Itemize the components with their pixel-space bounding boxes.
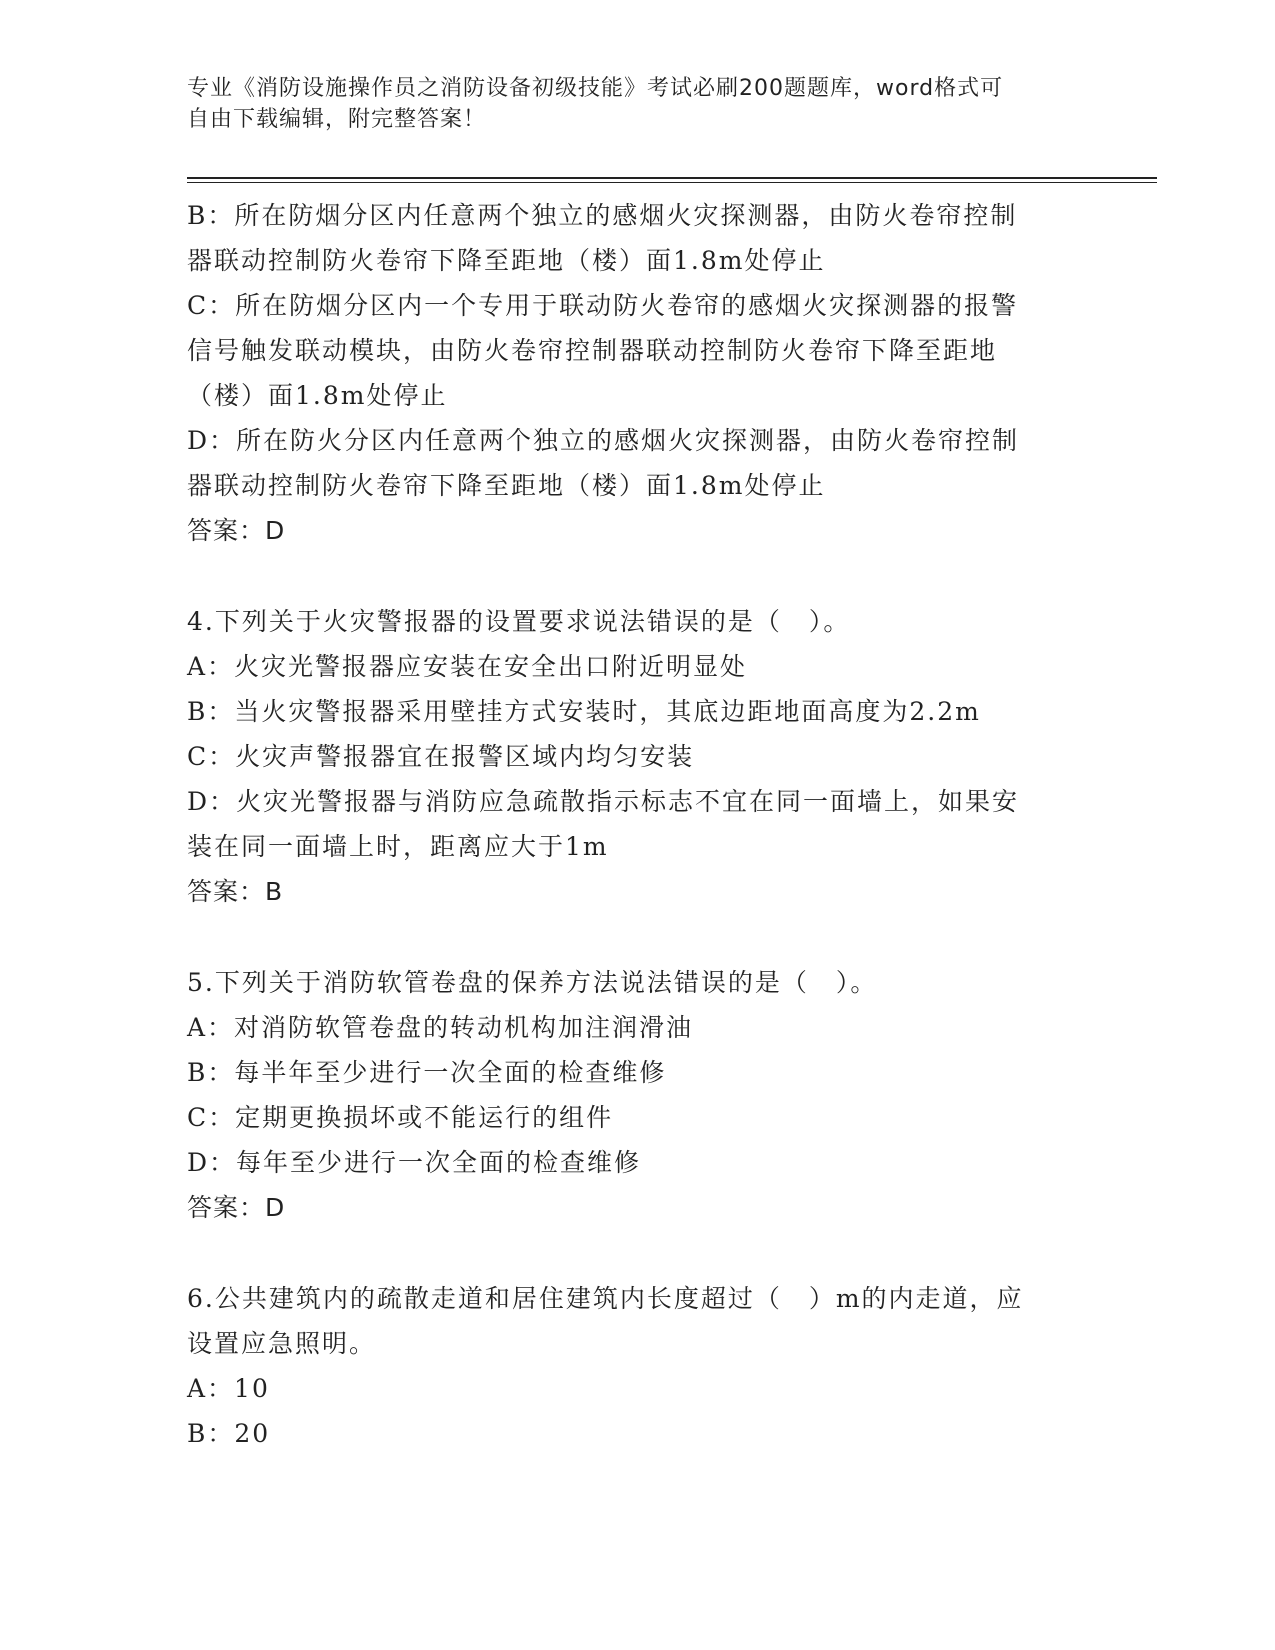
- q3-option-c-line-1: C：所在防烟分区内一个专用于联动防火卷帘的感烟火灾探测器的报警: [187, 291, 1019, 320]
- header-divider-thick: [187, 177, 1157, 179]
- q4-question: 4.下列关于火灾警报器的设置要求说法错误的是（ ）。: [187, 607, 851, 636]
- header-title-line-2: 自由下载编辑，附完整答案！: [187, 107, 487, 132]
- q3-option-d-line-2: 器联动控制防火卷帘下降至距地（楼）面1.8m处停止: [187, 471, 826, 500]
- q4-option-c: C：火灾声警报器宜在报警区域内均匀安装: [187, 742, 695, 771]
- spacer: [187, 914, 1087, 960]
- header-title-line-1: 专业《消防设施操作员之消防设备初级技能》考试必刷200题题库，word格式可: [187, 76, 1004, 101]
- question-6-block: [187, 1276, 1087, 1456]
- q5-answer: 答案：D: [187, 1193, 286, 1222]
- q6-question-line-1: 6.公共建筑内的疏散走道和居住建筑内长度超过（ ）m的内走道，应: [187, 1284, 1024, 1313]
- question-3-block: [187, 193, 1087, 553]
- header-divider-thin: [187, 182, 1157, 183]
- q4-option-b: B：当火灾警报器采用壁挂方式安装时，其底边距地面高度为2.2m: [187, 697, 981, 726]
- q3-option-b-line-2: 器联动控制防火卷帘下降至距地（楼）面1.8m处停止: [187, 246, 826, 275]
- q5-option-b: B：每半年至少进行一次全面的检查维修: [187, 1058, 667, 1087]
- question-content: [187, 193, 1087, 1456]
- q3-option-c-line-3: （楼）面1.8m处停止: [187, 381, 448, 410]
- q4-option-d-line-2: 装在同一面墙上时，距离应大于1m: [187, 832, 609, 861]
- q4-answer: 答案：B: [187, 877, 284, 906]
- q4-option-d-line-1: D：火灾光警报器与消防应急疏散指示标志不宜在同一面墙上，如果安: [187, 787, 1020, 816]
- q3-option-c-line-2: 信号触发联动模块，由防火卷帘控制器联动控制防火卷帘下降至距地: [187, 336, 998, 365]
- q3-option-b-line-1: B：所在防烟分区内任意两个独立的感烟火灾探测器，由防火卷帘控制: [187, 201, 1018, 230]
- q4-option-a: A：火灾光警报器应安装在安全出口附近明显处: [187, 652, 748, 681]
- q3-option-d-line-1: D：所在防火分区内任意两个独立的感烟火灾探测器，由防火卷帘控制: [187, 426, 1020, 455]
- q5-option-c: C：定期更换损坏或不能运行的组件: [187, 1103, 614, 1132]
- question-5-block: [187, 960, 1087, 1230]
- spacer: [187, 1230, 1087, 1276]
- q5-option-d: D：每年至少进行一次全面的检查维修: [187, 1148, 642, 1177]
- q6-question-line-2: 设置应急照明。: [187, 1329, 377, 1358]
- q5-option-a: A：对消防软管卷盘的转动机构加注润滑油: [187, 1013, 694, 1042]
- q5-question: 5.下列关于消防软管卷盘的保养方法说法错误的是（ ）。: [187, 968, 878, 997]
- q3-answer: 答案：D: [187, 516, 286, 545]
- spacer: [187, 553, 1087, 599]
- q6-option-a: A：10: [187, 1374, 270, 1403]
- q6-option-b: B：20: [187, 1419, 271, 1448]
- document-header: [187, 73, 1087, 135]
- question-4-block: [187, 599, 1087, 914]
